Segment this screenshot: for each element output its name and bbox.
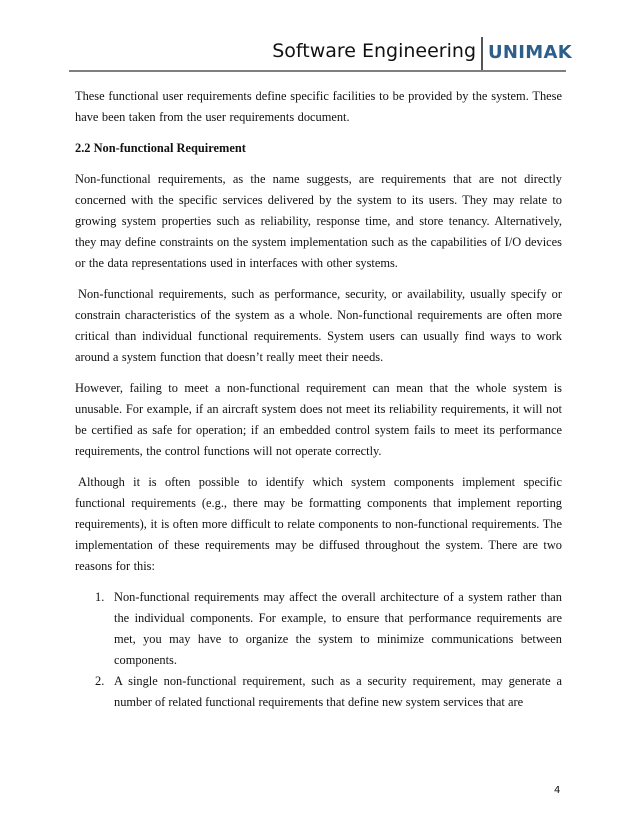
document-body xyxy=(75,86,562,713)
list-item-text: Non-functional requirements may affect the overall architecture of a system rather than the individual components. For example, to ensure that performance requirements are met, you may have to organize the system to minimize communications between components. xyxy=(114,590,562,667)
page-header xyxy=(0,0,638,80)
paragraph-4: Although it is often possible to identify which system components implement specific functional requirements (e.g., there may be formatting components that implement reporting requirements), it is often more difficult to relate components to non-functional requirements. The implementation of these requirements may be diffused throughout the system. There are two reasons for this: xyxy=(75,475,562,573)
list-item-text: A single non-functional requirement, such as a security requirement, may generate a number of related functional requirements that define new system services that are xyxy=(114,674,562,709)
header-brand-logo: UNIMAK xyxy=(488,42,572,63)
section-heading: 2.2 Non-functional Requirement xyxy=(75,141,246,155)
paragraph-1: Non-functional requirements, as the name suggests, are requirements that are not directly concerned with the specific services delivered by the system to its users. They may relate to growing system properties such as reliability, response time, and store tenancy. Alternatively, they may define constraints on the system implementation such as the capabilities of I/O devices or the data representations used in interfaces with other systems. xyxy=(75,172,562,270)
list-item-number: 1. xyxy=(95,590,105,604)
list-item xyxy=(75,671,562,713)
intro-paragraph: These functional user requirements define specific facilities to be provided by the system. These have been taken from the user requirements document. xyxy=(75,89,562,124)
list-item xyxy=(75,587,562,671)
paragraph-2: Non-functional requirements, such as performance, security, or availability, usually specify or constrain characteristics of the system as a whole. Non-functional requirements are often more critical than individual functional requirements. System users can usually find ways to work around a system function that doesn’t really meet their needs. xyxy=(75,287,562,364)
header-title: Software Engineering xyxy=(272,40,476,62)
list-item-number: 2. xyxy=(95,674,105,688)
header-rule xyxy=(69,70,566,72)
paragraph-3: However, failing to meet a non-functional requirement can mean that the whole system is unusable. For example, if an aircraft system does not meet its reliability requirements, it will not be certified as safe for operation; if an embedded control system fails to meet its performance requirements, the control functions will not operate correctly. xyxy=(75,381,562,458)
reasons-list xyxy=(75,587,562,713)
header-separator xyxy=(481,37,483,71)
page-number: 4 xyxy=(554,785,561,796)
